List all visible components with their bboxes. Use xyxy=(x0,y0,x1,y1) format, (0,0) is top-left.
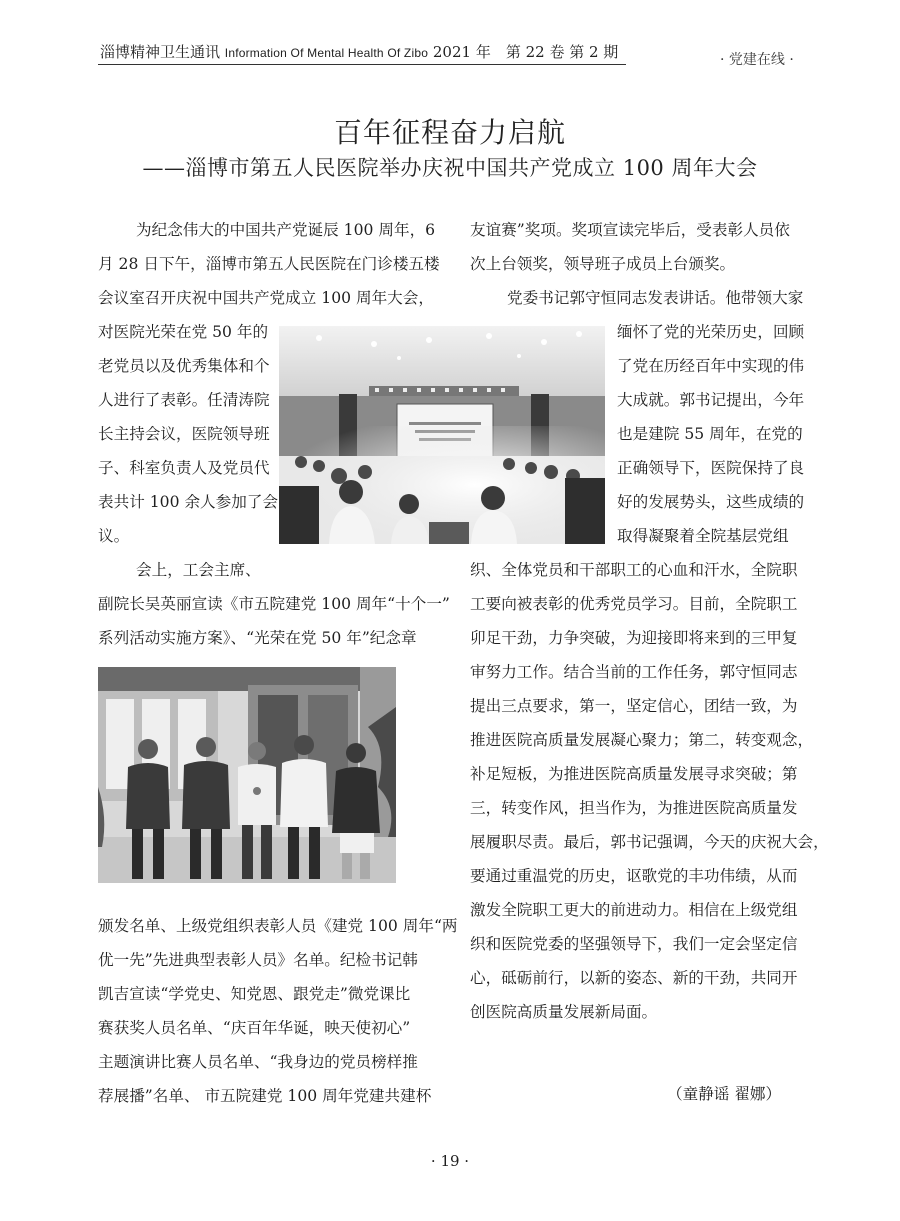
left-line-9: 表共计 100 余人参加了会 xyxy=(98,493,279,511)
journal-issue: 2021 年 第 22 卷 第 2 期 xyxy=(432,43,619,61)
right-line-4: 缅怀了党的光荣历史，回顾 xyxy=(617,323,805,341)
left-line-7: 长主持会议，医院领导班 xyxy=(98,425,270,443)
right-line-23: 心，砥砺前行，以新的姿态、新的干劲，共同开 xyxy=(470,969,798,987)
left-line-15: 优一先”先进典型表彰人员》名单。纪检书记韩 xyxy=(98,951,418,969)
left-line-8: 子、科室负责人及党员代 xyxy=(98,459,270,477)
right-line-16: 推进医院高质量发展凝心聚力；第二，转变观念， xyxy=(470,731,814,749)
left-line-4: 对医院光荣在党 50 年的 xyxy=(98,323,269,341)
header-rule xyxy=(98,64,626,65)
left-line-16: 凯吉宣读“学党史、知党恩、跟党走”微党课比 xyxy=(98,985,411,1003)
article-authors: （童静谣 翟娜） xyxy=(667,1085,782,1103)
left-line-18: 主题演讲比赛人员名单、“我身边的党员榜样推 xyxy=(98,1053,418,1071)
left-line-10: 议。 xyxy=(98,527,130,545)
right-line-13: 卯足干劲，力争突破，为迎接即将来到的三甲复 xyxy=(470,629,798,647)
left-line-11: 会上，工会主席、 xyxy=(136,561,261,579)
right-line-8: 正确领导下，医院保持了良 xyxy=(617,459,805,477)
article-title: 百年征程奋力启航 xyxy=(333,116,566,149)
right-line-5: 了党在历经百年中实现的伟 xyxy=(617,357,805,375)
left-line-14: 颁发名单、上级党组织表彰人员《建党 100 周年“两 xyxy=(98,917,458,935)
right-line-19: 展履职尽责。最后，郭书记强调，今天的庆祝大会， xyxy=(470,833,829,851)
right-line-3: 党委书记郭守恒同志发表讲话。他带领大家 xyxy=(507,289,804,307)
right-line-21: 激发全院职工更大的前进动力。相信在上级党组 xyxy=(470,901,798,919)
right-line-15: 提出三点要求，第一，坚定信心，团结一致，为 xyxy=(470,697,798,715)
article-subtitle: ——淄博市第五人民医院举办庆祝中国共产党成立 100 周年大会 xyxy=(142,156,758,180)
left-line-19: 荐展播”名单、 市五院建党 100 周年党建共建杯 xyxy=(98,1087,432,1105)
right-line-20: 要通过重温党的历史，讴歌党的丰功伟绩，从而 xyxy=(470,867,798,885)
left-line-13: 系列活动实施方案》、“光荣在党 50 年”纪念章 xyxy=(98,629,417,647)
right-line-22: 织和医院党委的坚强领导下，我们一定会坚定信 xyxy=(470,935,798,953)
left-line-17: 赛获奖人员名单、“庆百年华诞，映天使初心” xyxy=(98,1019,411,1037)
right-line-12: 工要向被表彰的优秀党员学习。目前，全院职工 xyxy=(470,595,798,613)
right-line-1: 友谊赛”奖项。奖项宣读完毕后，受表彰人员依 xyxy=(470,221,790,239)
right-line-9: 好的发展势头，这些成绩的 xyxy=(617,493,805,511)
journal-name-cn: 淄博精神卫生通讯 xyxy=(100,43,221,61)
right-line-11: 织、全体党员和干部职工的心血和汗水，全院职 xyxy=(470,561,798,579)
meeting-photo xyxy=(279,326,605,544)
right-line-14: 审努力工作。结合当前的工作任务，郭守恒同志 xyxy=(470,663,798,681)
left-line-2: 月 28 日下午，淄博市第五人民医院在门诊楼五楼 xyxy=(98,255,440,273)
right-line-7: 也是建院 55 周年，在党的 xyxy=(617,425,803,443)
left-line-1: 为纪念伟大的中国共产党诞辰 100 周年，6 xyxy=(136,221,436,239)
left-line-5: 老党员以及优秀集体和个 xyxy=(98,357,270,375)
left-line-12: 副院长吴英丽宣读《市五院建党 100 周年“十个一” xyxy=(98,595,450,613)
left-line-6: 人进行了表彰。任清涛院 xyxy=(98,391,270,409)
right-line-6: 大成就。郭书记提出，今年 xyxy=(617,391,805,409)
right-line-10: 取得凝聚着全院基层党组 xyxy=(617,527,789,545)
journal-header xyxy=(100,41,618,62)
right-line-18: 三，转变作风，担当作为，为推进医院高质量发 xyxy=(470,799,798,817)
right-line-2: 次上台领奖，领导班子成员上台颁奖。 xyxy=(470,255,736,273)
page-number: · 19 · xyxy=(430,1152,470,1170)
section-label: · 党建在线 · xyxy=(720,52,794,68)
journal-name-en: Information Of Mental Health Of Zibo xyxy=(224,46,429,60)
right-line-24: 创医院高质量发展新局面。 xyxy=(470,1003,658,1021)
left-line-3: 会议室召开庆祝中国共产党成立 100 周年大会， xyxy=(98,289,434,307)
right-line-17: 补足短板，为推进医院高质量发展寻求突破；第 xyxy=(470,765,798,783)
group-photo xyxy=(98,667,396,883)
